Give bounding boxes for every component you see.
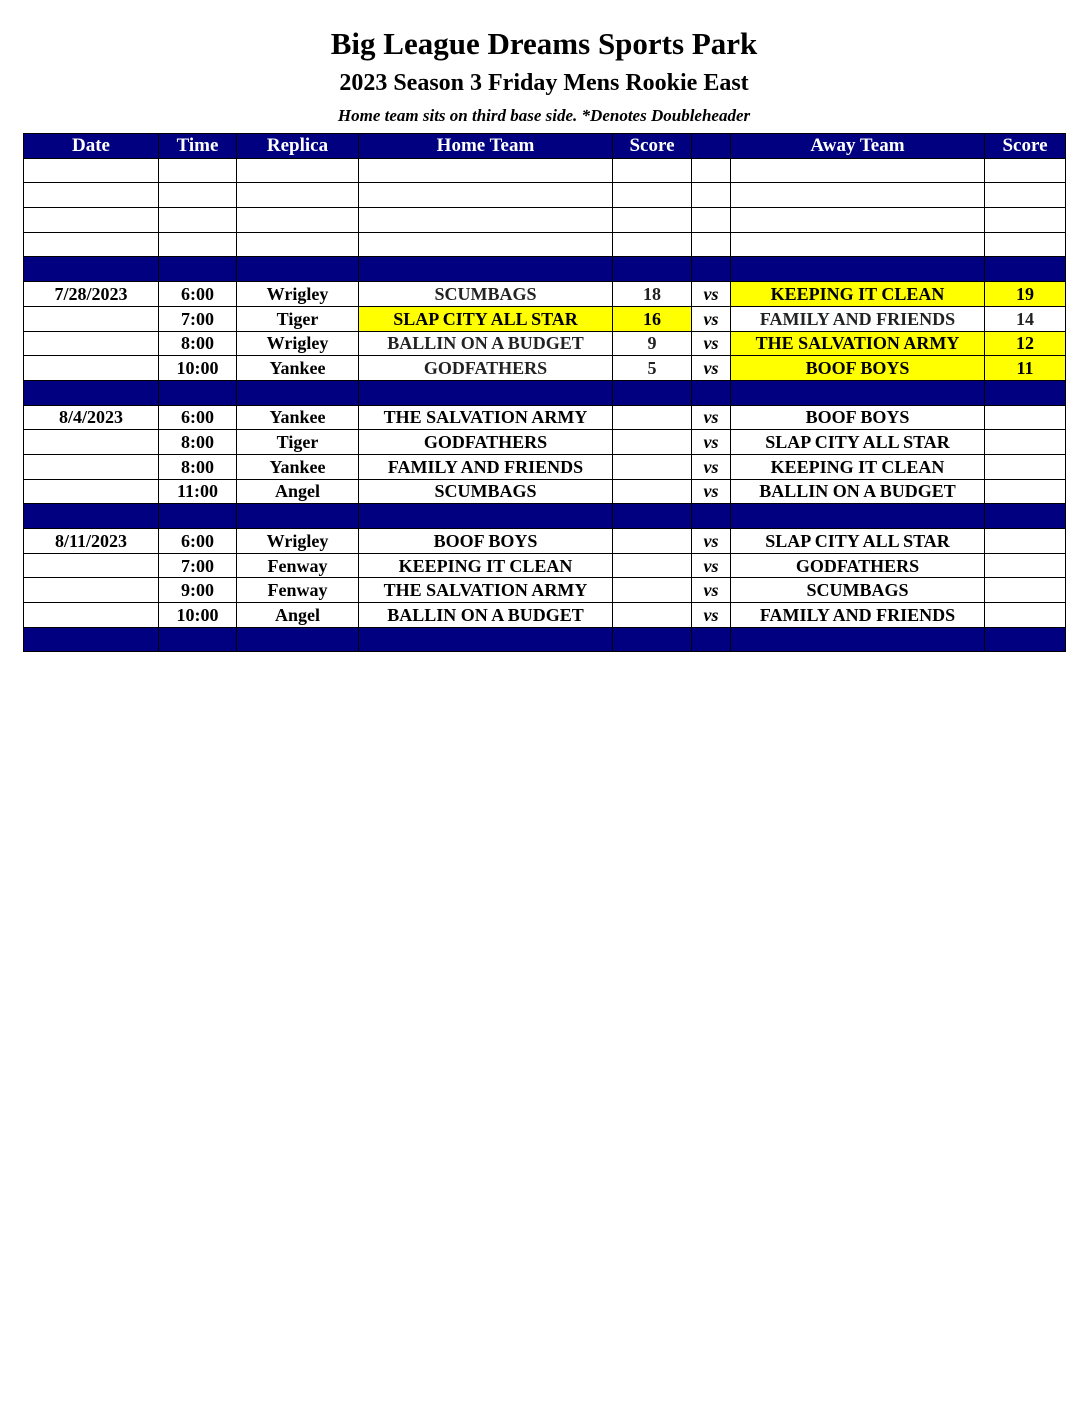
- game-time: 7:00: [159, 553, 237, 578]
- game-date: [24, 430, 159, 455]
- game-row: [24, 405, 1066, 430]
- away-score: [985, 529, 1066, 554]
- game-time: 10:00: [159, 356, 237, 381]
- game-time: 6:00: [159, 529, 237, 554]
- away-score: 11: [985, 356, 1066, 381]
- game-time: 7:00: [159, 306, 237, 331]
- week-separator-row: [24, 627, 1066, 652]
- vs-label: vs: [692, 578, 731, 603]
- game-time: 8:00: [159, 331, 237, 356]
- game-date: [24, 479, 159, 504]
- home-team: FAMILY AND FRIENDS: [359, 454, 613, 479]
- week-separator-row: [24, 504, 1066, 529]
- week-separator-row: [24, 257, 1066, 282]
- game-replica-field: Tiger: [237, 306, 359, 331]
- game-replica-field: Tiger: [237, 430, 359, 455]
- col-header-replica: Replica: [237, 134, 359, 159]
- game-replica-field: Yankee: [237, 454, 359, 479]
- schedule-table: [23, 133, 1066, 652]
- game-replica-field: Angel: [237, 479, 359, 504]
- away-team: KEEPING IT CLEAN: [731, 282, 985, 307]
- vs-label: vs: [692, 331, 731, 356]
- away-team: BOOF BOYS: [731, 405, 985, 430]
- away-score: 12: [985, 331, 1066, 356]
- game-date: [24, 603, 159, 628]
- game-row: [24, 553, 1066, 578]
- away-score: 14: [985, 306, 1066, 331]
- vs-label: vs: [692, 529, 731, 554]
- vs-label: vs: [692, 454, 731, 479]
- away-team: SCUMBAGS: [731, 578, 985, 603]
- game-row: [24, 578, 1066, 603]
- col-header-away-team: Away Team: [731, 134, 985, 159]
- home-score: [613, 479, 692, 504]
- game-date: [24, 331, 159, 356]
- away-score: [985, 479, 1066, 504]
- vs-label: vs: [692, 356, 731, 381]
- game-row: [24, 454, 1066, 479]
- home-team: SCUMBAGS: [359, 479, 613, 504]
- away-team: FAMILY AND FRIENDS: [731, 306, 985, 331]
- home-score: [613, 529, 692, 554]
- page-subtitle: 2023 Season 3 Friday Mens Rookie East: [339, 70, 749, 96]
- game-replica-field: Yankee: [237, 356, 359, 381]
- home-team: SCUMBAGS: [359, 282, 613, 307]
- empty-row: [24, 158, 1066, 183]
- schedule-note: Home team sits on third base side. *Denotes Doubleheader: [337, 106, 751, 125]
- home-score: 5: [613, 356, 692, 381]
- vs-label: vs: [692, 603, 731, 628]
- home-team: GODFATHERS: [359, 430, 613, 455]
- home-score: [613, 405, 692, 430]
- col-header-home-score: Score: [613, 134, 692, 159]
- away-team: GODFATHERS: [731, 553, 985, 578]
- home-score: 16: [613, 306, 692, 331]
- home-team: THE SALVATION ARMY: [359, 578, 613, 603]
- game-date: [24, 454, 159, 479]
- game-time: 8:00: [159, 454, 237, 479]
- game-time: 10:00: [159, 603, 237, 628]
- game-replica-field: Wrigley: [237, 529, 359, 554]
- vs-label: vs: [692, 479, 731, 504]
- week-separator-row: [24, 380, 1066, 405]
- home-score: 9: [613, 331, 692, 356]
- game-date: [24, 306, 159, 331]
- col-header-vs: [692, 134, 731, 159]
- game-replica-field: Angel: [237, 603, 359, 628]
- home-score: [613, 454, 692, 479]
- game-date: [24, 578, 159, 603]
- away-score: [985, 405, 1066, 430]
- game-replica-field: Yankee: [237, 405, 359, 430]
- vs-label: vs: [692, 306, 731, 331]
- away-team: THE SALVATION ARMY: [731, 331, 985, 356]
- away-team: KEEPING IT CLEAN: [731, 454, 985, 479]
- game-date: [24, 553, 159, 578]
- home-team: THE SALVATION ARMY: [359, 405, 613, 430]
- home-score: [613, 430, 692, 455]
- away-team: FAMILY AND FRIENDS: [731, 603, 985, 628]
- away-score: [985, 430, 1066, 455]
- schedule-body: [24, 158, 1066, 652]
- game-replica-field: Wrigley: [237, 282, 359, 307]
- home-score: [613, 603, 692, 628]
- empty-row: [24, 183, 1066, 208]
- game-date: 7/28/2023: [24, 282, 159, 307]
- col-header-home-team: Home Team: [359, 134, 613, 159]
- vs-label: vs: [692, 405, 731, 430]
- away-team: SLAP CITY ALL STAR: [731, 430, 985, 455]
- away-score: [985, 603, 1066, 628]
- col-header-date: Date: [24, 134, 159, 159]
- game-replica-field: Fenway: [237, 553, 359, 578]
- home-team: BALLIN ON A BUDGET: [359, 331, 613, 356]
- vs-label: vs: [692, 430, 731, 455]
- home-team: BOOF BOYS: [359, 529, 613, 554]
- game-row: [24, 529, 1066, 554]
- game-date: 8/4/2023: [24, 405, 159, 430]
- page-title: Big League Dreams Sports Park: [330, 26, 758, 61]
- empty-row: [24, 232, 1066, 257]
- game-time: 11:00: [159, 479, 237, 504]
- away-score: [985, 454, 1066, 479]
- game-replica-field: Wrigley: [237, 331, 359, 356]
- away-score: [985, 553, 1066, 578]
- home-team: BALLIN ON A BUDGET: [359, 603, 613, 628]
- home-team: SLAP CITY ALL STAR: [359, 306, 613, 331]
- game-row: [24, 282, 1066, 307]
- game-row: [24, 603, 1066, 628]
- game-row: [24, 430, 1066, 455]
- empty-row: [24, 208, 1066, 233]
- game-row: [24, 356, 1066, 381]
- vs-label: vs: [692, 282, 731, 307]
- game-time: 6:00: [159, 282, 237, 307]
- game-time: 6:00: [159, 405, 237, 430]
- game-date: 8/11/2023: [24, 529, 159, 554]
- vs-label: vs: [692, 553, 731, 578]
- home-team: KEEPING IT CLEAN: [359, 553, 613, 578]
- home-team: GODFATHERS: [359, 356, 613, 381]
- home-score: [613, 553, 692, 578]
- game-row: [24, 331, 1066, 356]
- away-team: BALLIN ON A BUDGET: [731, 479, 985, 504]
- table-header-row: [24, 134, 1066, 159]
- away-score: [985, 578, 1066, 603]
- away-team: SLAP CITY ALL STAR: [731, 529, 985, 554]
- home-score: 18: [613, 282, 692, 307]
- game-time: 8:00: [159, 430, 237, 455]
- col-header-time: Time: [159, 134, 237, 159]
- away-team: BOOF BOYS: [731, 356, 985, 381]
- game-time: 9:00: [159, 578, 237, 603]
- col-header-away-score: Score: [985, 134, 1066, 159]
- home-score: [613, 578, 692, 603]
- away-score: 19: [985, 282, 1066, 307]
- game-row: [24, 306, 1066, 331]
- game-replica-field: Fenway: [237, 578, 359, 603]
- game-row: [24, 479, 1066, 504]
- game-date: [24, 356, 159, 381]
